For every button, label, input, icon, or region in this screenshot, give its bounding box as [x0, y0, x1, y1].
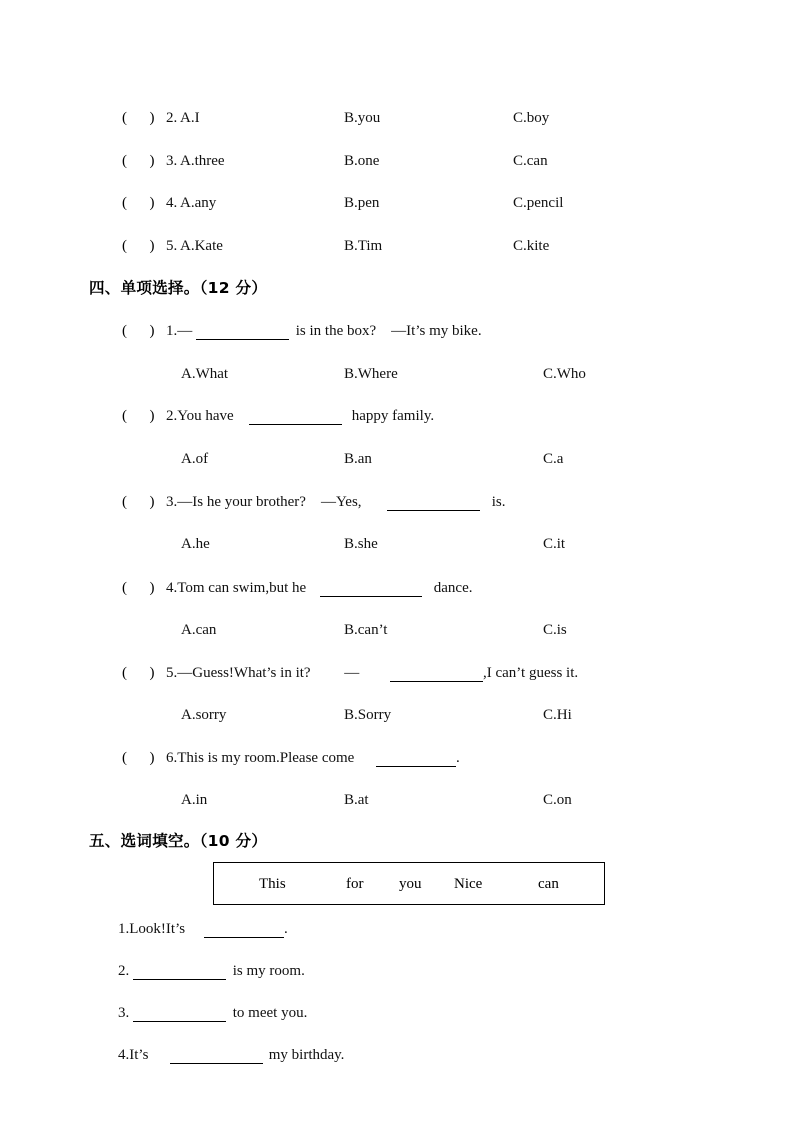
answer-bracket[interactable]: ( ) [122, 110, 155, 126]
answer-blank[interactable] [249, 424, 342, 425]
answer-blank[interactable] [133, 979, 226, 980]
question-stem-pre: 5.—Guess!What’s in it? — [166, 665, 360, 681]
fill-item-suffix: is my room. [229, 963, 305, 979]
question-stem-post: ,I can’t guess it. [483, 665, 579, 681]
question-stem-post: . [456, 750, 460, 766]
answer-blank[interactable] [204, 937, 284, 938]
option-c-label[interactable]: C.a [543, 451, 564, 467]
option-b-label[interactable]: B.an [344, 451, 372, 467]
option-a-label[interactable]: A.I [180, 110, 200, 126]
answer-bracket[interactable]: ( ) [122, 238, 155, 254]
question-stem-post: dance. [430, 580, 473, 596]
option-c-label[interactable]: C.it [543, 536, 566, 552]
answer-blank[interactable] [390, 681, 483, 682]
option-c-label[interactable]: C.Hi [543, 707, 572, 723]
option-c-label[interactable]: C.boy [513, 110, 550, 126]
answer-blank[interactable] [170, 1063, 263, 1064]
question-stem-post: is. [488, 494, 506, 510]
fill-item-prefix: 2. [118, 963, 130, 979]
answer-bracket[interactable]: ( ) [122, 408, 155, 424]
option-a-label[interactable]: A.can [181, 622, 217, 638]
option-c-label[interactable]: C.on [543, 792, 572, 808]
option-c-label[interactable]: C.can [513, 153, 548, 169]
question-stem-pre: 2.You have [166, 408, 234, 424]
question-stem-pre: 1.— [166, 323, 193, 339]
answer-blank[interactable] [320, 596, 422, 597]
section-four-heading: 四、单项选择。（12 分） [89, 279, 268, 297]
option-c-label[interactable]: C.Who [543, 366, 586, 382]
word-bank-item[interactable]: This [259, 876, 286, 892]
option-b-label[interactable]: B.she [344, 536, 378, 552]
answer-bracket[interactable]: ( ) [122, 494, 155, 510]
option-a-label[interactable]: A.three [180, 153, 225, 169]
option-b-label[interactable]: B.you [344, 110, 381, 126]
answer-bracket[interactable]: ( ) [122, 195, 155, 211]
answer-blank[interactable] [376, 766, 456, 767]
fill-item-suffix: . [284, 921, 288, 937]
option-a-label[interactable]: A.in [181, 792, 208, 808]
word-bank-box [213, 862, 605, 905]
answer-bracket[interactable]: ( ) [122, 750, 155, 766]
question-stem-pre: 4.Tom can swim,but he [166, 580, 307, 596]
question-stem-post: happy family. [348, 408, 435, 424]
option-b-label[interactable]: B.at [344, 792, 369, 808]
option-a-label[interactable]: A.Kate [180, 238, 223, 254]
fill-item-suffix: to meet you. [229, 1005, 308, 1021]
option-c-label[interactable]: C.is [543, 622, 567, 638]
option-c-label[interactable]: C.kite [513, 238, 550, 254]
word-bank-item[interactable]: you [399, 876, 422, 892]
option-b-label[interactable]: B.one [344, 153, 380, 169]
fill-item-prefix: 3. [118, 1005, 130, 1021]
option-a-label[interactable]: A.of [181, 451, 209, 467]
option-b-label[interactable]: B.Tim [344, 238, 383, 254]
word-bank-item[interactable]: can [538, 876, 559, 892]
option-a-label[interactable]: A.sorry [181, 707, 227, 723]
option-a-label[interactable]: A.he [181, 536, 210, 552]
option-c-label[interactable]: C.pencil [513, 195, 564, 211]
answer-bracket[interactable]: ( ) [122, 323, 155, 339]
option-a-label[interactable]: A.What [181, 366, 229, 382]
fill-item-prefix: 1.Look!It’s [118, 921, 186, 937]
answer-blank[interactable] [196, 339, 289, 340]
word-bank-item[interactable]: for [346, 876, 364, 892]
option-b-label[interactable]: B.Sorry [344, 707, 392, 723]
option-a[interactable]: 4. [166, 195, 178, 211]
answer-blank[interactable] [387, 510, 480, 511]
question-stem-pre: 3.—Is he your brother? —Yes, [166, 494, 362, 510]
option-a[interactable]: 5. [166, 238, 178, 254]
word-bank-item[interactable]: Nice [454, 876, 483, 892]
fill-item-prefix: 4.It’s [118, 1047, 149, 1063]
option-a[interactable]: 3. [166, 153, 178, 169]
option-b-label[interactable]: B.pen [344, 195, 380, 211]
fill-item-suffix: my birthday. [265, 1047, 345, 1063]
answer-bracket[interactable]: ( ) [122, 153, 155, 169]
option-b-label[interactable]: B.can’t [344, 622, 388, 638]
option-a-label[interactable]: A.any [180, 195, 217, 211]
question-stem-post: is in the box? —It’s my bike. [292, 323, 482, 339]
question-stem-pre: 6.This is my room.Please come [166, 750, 355, 766]
option-a[interactable]: 2. [166, 110, 178, 126]
section-five-heading: 五、选词填空。（10 分） [89, 832, 268, 850]
answer-bracket[interactable]: ( ) [122, 580, 155, 596]
option-b-label[interactable]: B.Where [344, 366, 398, 382]
answer-bracket[interactable]: ( ) [122, 665, 155, 681]
answer-blank[interactable] [133, 1021, 226, 1022]
